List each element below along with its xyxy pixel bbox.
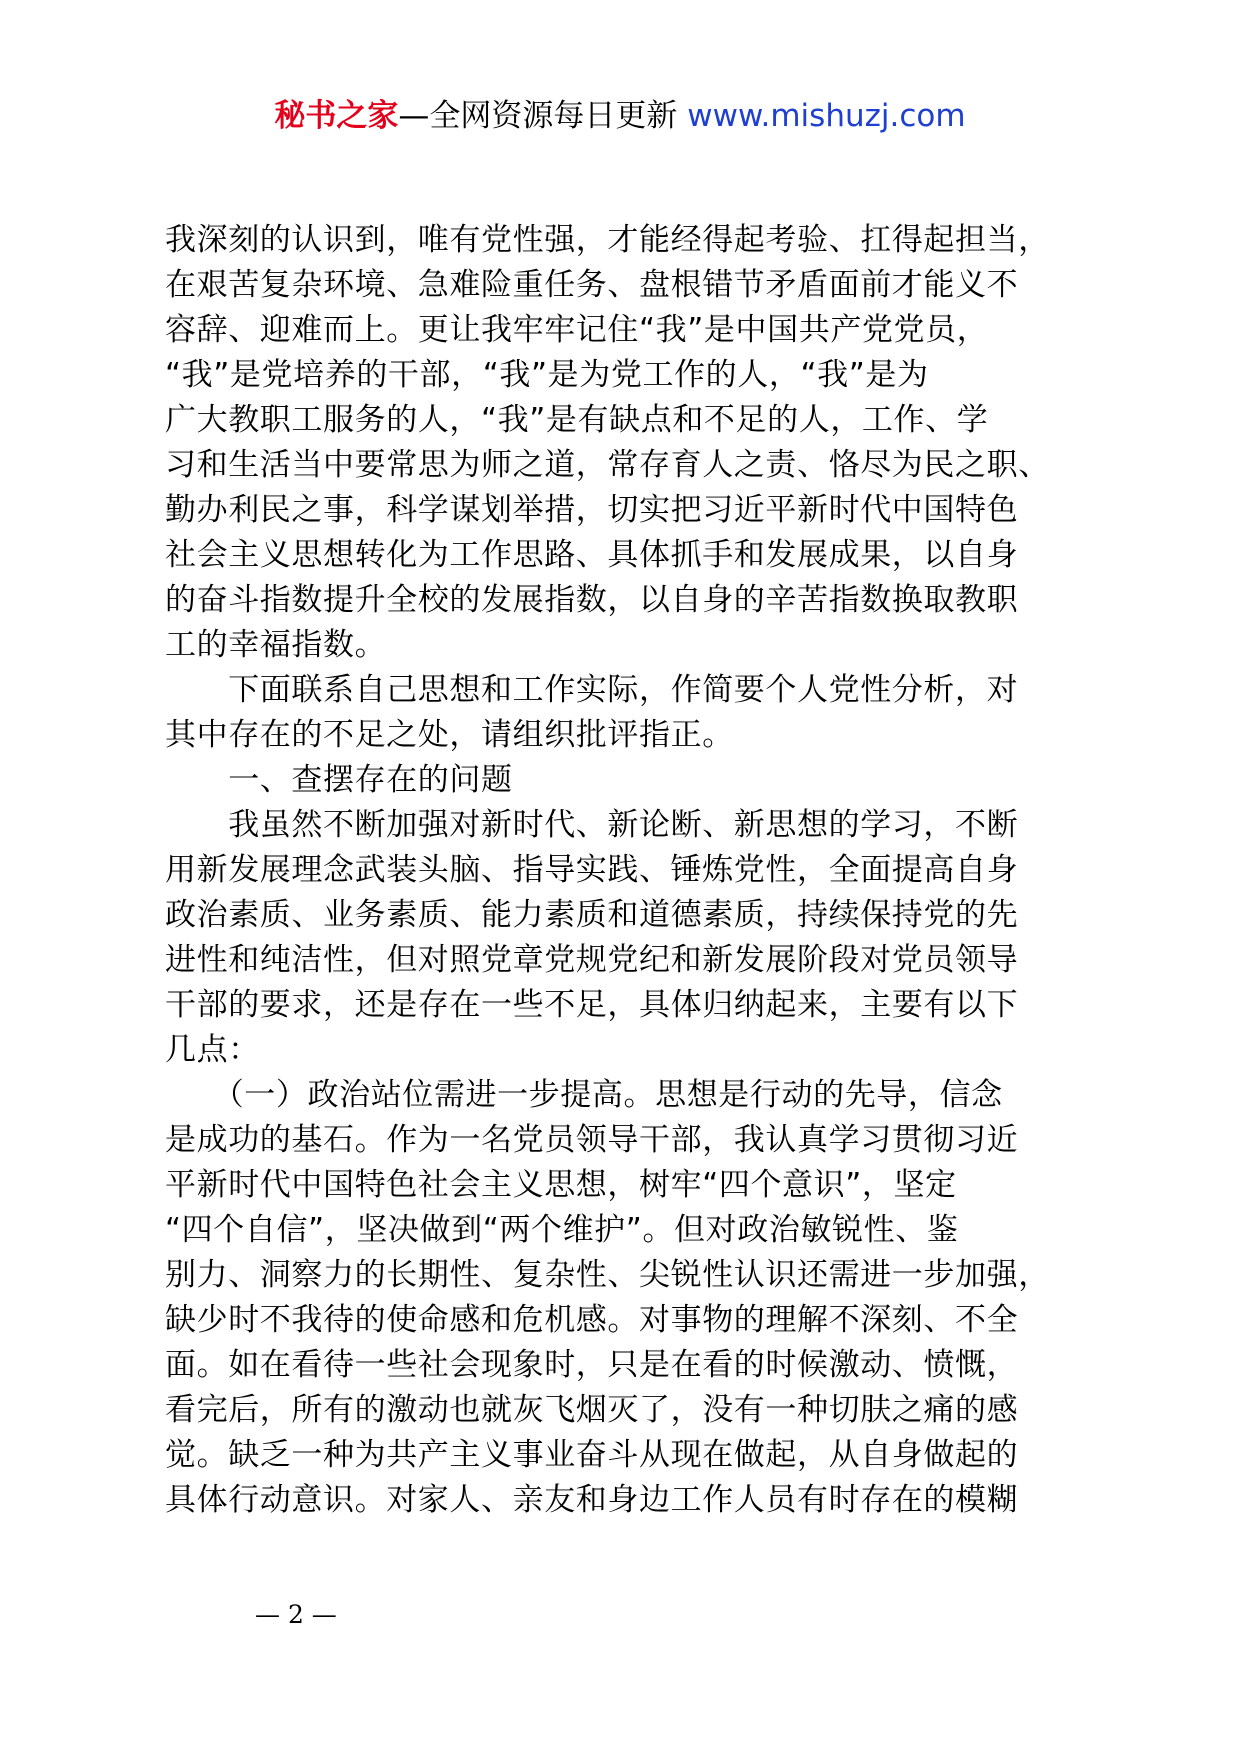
text-line: 干部的要求，还是存在一些不足，具体归纳起来，主要有以下: [165, 987, 1019, 1023]
site-url-link[interactable]: www.mishuzj.com: [687, 98, 966, 134]
site-tagline: —全网资源每日更新: [398, 98, 678, 134]
text-line: 工的幸福指数。: [165, 627, 387, 663]
site-banner: [0, 96, 1240, 136]
text-line: 缺少时不我待的使命感和危机感。对事物的理解不深刻、不全: [165, 1302, 1019, 1338]
text-line: “我”是党培养的干部，“我”是为党工作的人，“我”是为: [165, 357, 929, 393]
text-line: “四个自信”，坚决做到“两个维护”。但对政治敏锐性、鉴: [165, 1212, 959, 1248]
text-line: 具体行动意识。对家人、亲友和身边工作人员有时存在的模糊: [165, 1482, 1019, 1518]
page-number: — 2 —: [255, 1600, 337, 1629]
text-line: （一）政治站位需进一步提高。思想是行动的先导，信念: [165, 1077, 1003, 1113]
text-line: 习和生活当中要常思为师之道，常存育人之责、恪尽为民之职、: [165, 447, 1050, 483]
text-line: 我虽然不断加强对新时代、新论断、新思想的学习，不断: [165, 807, 1019, 843]
text-line: 政治素质、业务素质、能力素质和道德素质，持续保持党的先: [165, 897, 1019, 933]
document-body: [165, 218, 1095, 1523]
text-line: 我深刻的认识到，唯有党性强，才能经得起考验、扛得起担当，: [165, 222, 1050, 258]
text-line: 广大教职工服务的人，“我”是有缺点和不足的人，工作、学: [165, 402, 989, 438]
text-line: 看完后，所有的激动也就灰飞烟灭了，没有一种切肤之痛的感: [165, 1392, 1019, 1428]
site-brand: 秘书之家: [274, 98, 399, 134]
text-line: 别力、洞察力的长期性、复杂性、尖锐性认识还需进一步加强，: [165, 1257, 1050, 1293]
text-line: 觉。缺乏一种为共产主义事业奋斗从现在做起，从自身做起的: [165, 1437, 1019, 1473]
text-line: 下面联系自己思想和工作实际，作简要个人党性分析，对: [165, 672, 1019, 708]
text-line: 勤办利民之事，科学谋划举措，切实把习近平新时代中国特色: [165, 492, 1019, 528]
text-line: 容辞、迎难而上。更让我牢牢记住“我”是中国共产党党员，: [165, 312, 989, 348]
text-line: 其中存在的不足之处，请组织批评指正。: [165, 717, 734, 753]
text-line: 几点：: [165, 1032, 260, 1068]
text-line: 面。如在看待一些社会现象时，只是在看的时候激动、愤慨，: [165, 1347, 1019, 1383]
section-heading: 一、查摆存在的问题: [165, 762, 513, 798]
text-line: 用新发展理念武装头脑、指导实践、锤炼党性，全面提高自身: [165, 852, 1019, 888]
text-line: 是成功的基石。作为一名党员领导干部，我认真学习贯彻习近: [165, 1122, 1019, 1158]
text-line: 平新时代中国特色社会主义思想，树牢“四个意识”，坚定: [165, 1167, 957, 1203]
text-line: 在艰苦复杂环境、急难险重任务、盘根错节矛盾面前才能义不: [165, 267, 1019, 303]
text-line: 的奋斗指数提升全校的发展指数，以自身的辛苦指数换取教职: [165, 582, 1019, 618]
text-line: 进性和纯洁性，但对照党章党规党纪和新发展阶段对党员领导: [165, 942, 1019, 978]
text-line: 社会主义思想转化为工作思路、具体抓手和发展成果，以自身: [165, 537, 1019, 573]
